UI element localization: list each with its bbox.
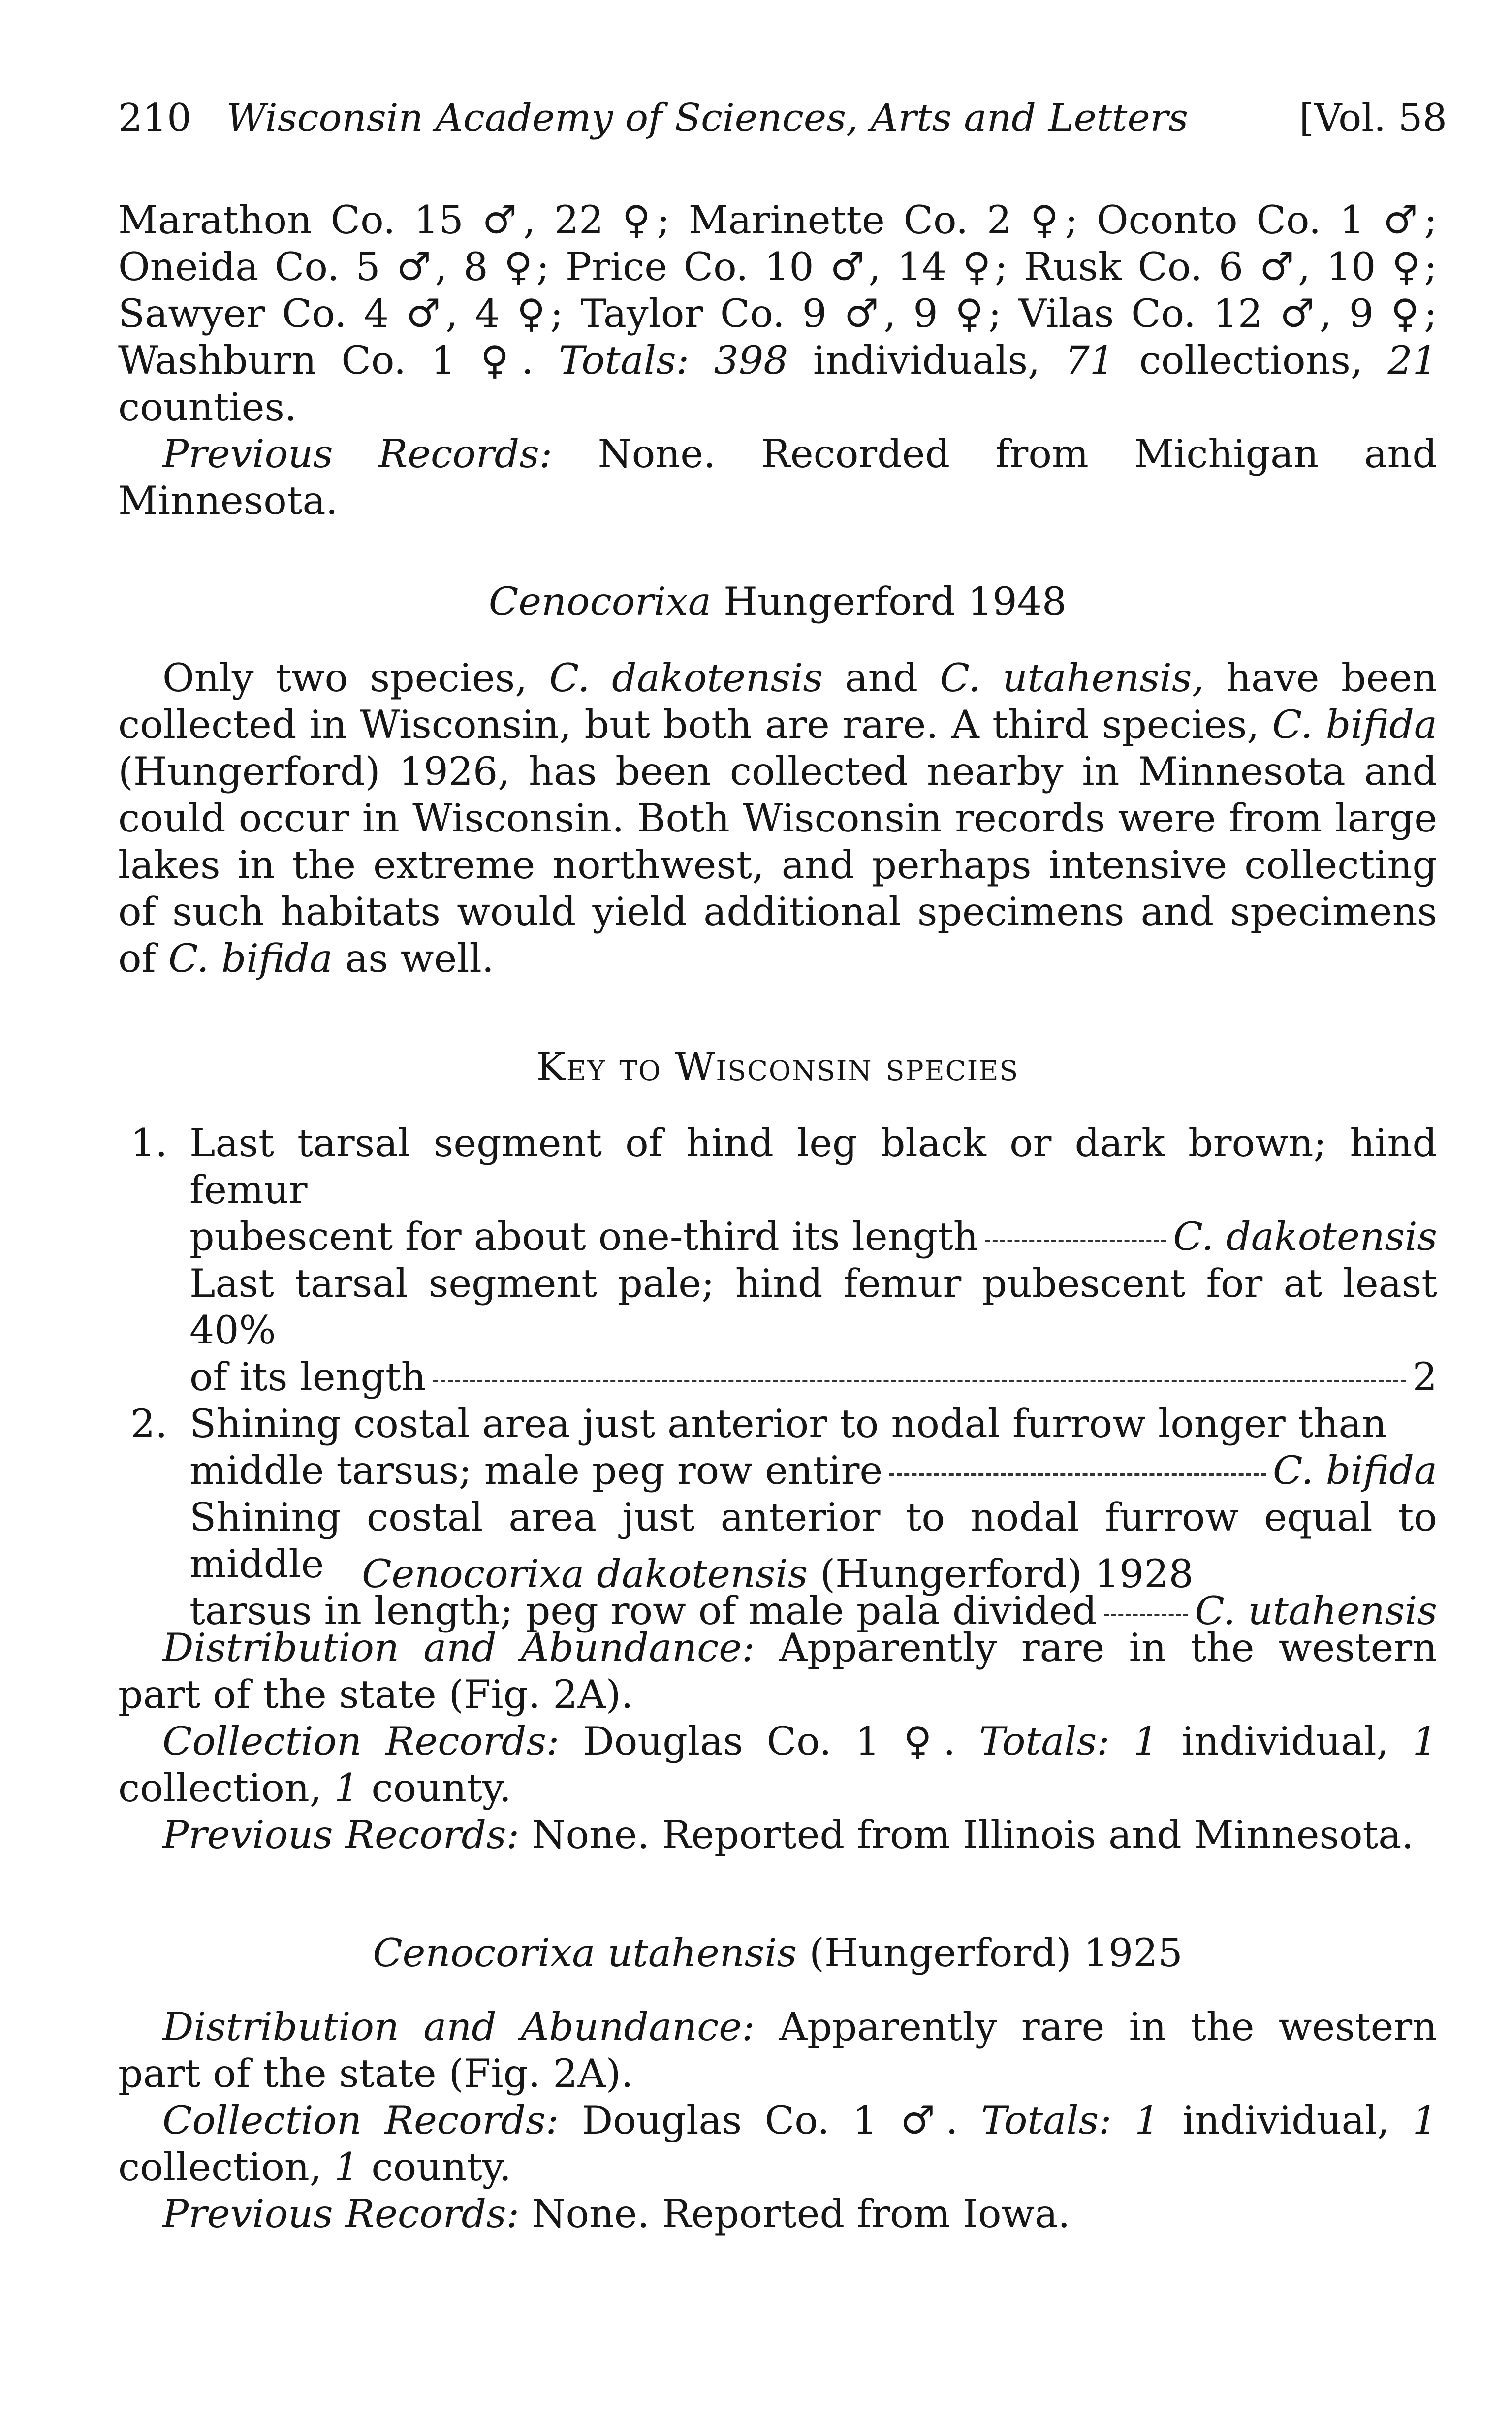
- leader-dashes: [985, 1240, 1166, 1242]
- key-couplet-2: 2. Shining costal area just anterior to nodal furrow longer than middle tarsus; male peg row entire C. bifida Shining costal area just anterior to nodal furrow equal to middle tarsus in length; peg row of male pala divided C. utahensis: [130, 1401, 1437, 1633]
- key-couplet-1: 1. Last tarsal segment of hind leg black or dark brown; hind femur pubescent for about one-third its length C. dakotensis Last tarsal segment pale; hind femur pubescent for at least 40% of its length 2: [130, 1120, 1437, 1400]
- genus-heading: Cenocorixa Hungerford 1948: [488, 579, 1067, 624]
- leader-dashes: [433, 1380, 1406, 1382]
- key-lead: middle tarsus; male peg row entire C. bifida: [189, 1448, 1437, 1493]
- page-number: 210: [118, 96, 191, 140]
- key-lead: pubescent for about one-third its length C. dakotensis: [189, 1214, 1437, 1259]
- species-heading-utahensis: Cenocorixa utahensis (Hungerford) 1925: [373, 1930, 1183, 1976]
- collection-records-continued: [118, 197, 1437, 524]
- leader-dashes: [1104, 1614, 1188, 1616]
- species-heading-dakotensis: Cenocorixa dakotensis (Hungerford) 1928: [362, 1551, 1194, 1597]
- key-heading: Key to Wisconsin species: [536, 1044, 1019, 1089]
- key-lead: of its length 2: [189, 1354, 1437, 1400]
- records-paragraph: Marathon Co. 15 ♂, 22 ♀; Marinette Co. 2 ♀; Oconto Co. 1 ♂; Oneida Co. 5 ♂, 8 ♀; Price Co. 10 ♂, 14 ♀; Rusk Co. 6 ♂, 10 ♀; Sawyer Co. 4 ♂, 4 ♀; Taylor Co. 9 ♂, 9 ♀; Vilas Co. 12 ♂, 9 ♀; Washburn Co. 1 ♀. Totals: 398 individuals, 71 collections, 21 counties.: [118, 197, 1437, 430]
- species-account-utahensis: Distribution and Abundance: Apparently rare in the western part of the state (Fig. 2A). Collection Records: Douglas Co. 1 ♂. Totals: 1 individual, 1 collection, 1 county. Previous Records: None. Reported from Iowa.: [118, 2004, 1438, 2237]
- species-account-dakotensis: Distribution and Abundance: Apparently rare in the western part of the state (Fig. 2A). Collection Records: Douglas Co. 1 ♀. Totals: 1 individual, 1 collection, 1 county. Previous Records: None. Reported from Illinois and Minnesota.: [118, 1625, 1438, 1857]
- genus-paragraph: Only two species, C. dakotensis and C. utahensis, have been collected in Wisconsin, but both are rare. A third species, C. bifida (Hungerford) 1926, has been collected nearby in Minnesota and could occur in Wisconsin. Both Wisconsin records were from large lakes in the extreme northwest, and perhaps intensive collecting of such habitats would yield additional specimens and specimens of C. bifida as well.: [118, 655, 1437, 981]
- journal-title: Wisconsin Academy of Sciences, Arts and Letters: [226, 96, 1188, 140]
- key-lead: tarsus in length; peg row of male pala divided C. utahensis: [189, 1588, 1437, 1633]
- volume-label: [Vol. 58: [1299, 96, 1447, 140]
- leader-dashes: [889, 1473, 1266, 1476]
- previous-records-paragraph: Previous Records: None. Recorded from Michigan and Minnesota.: [118, 431, 1437, 523]
